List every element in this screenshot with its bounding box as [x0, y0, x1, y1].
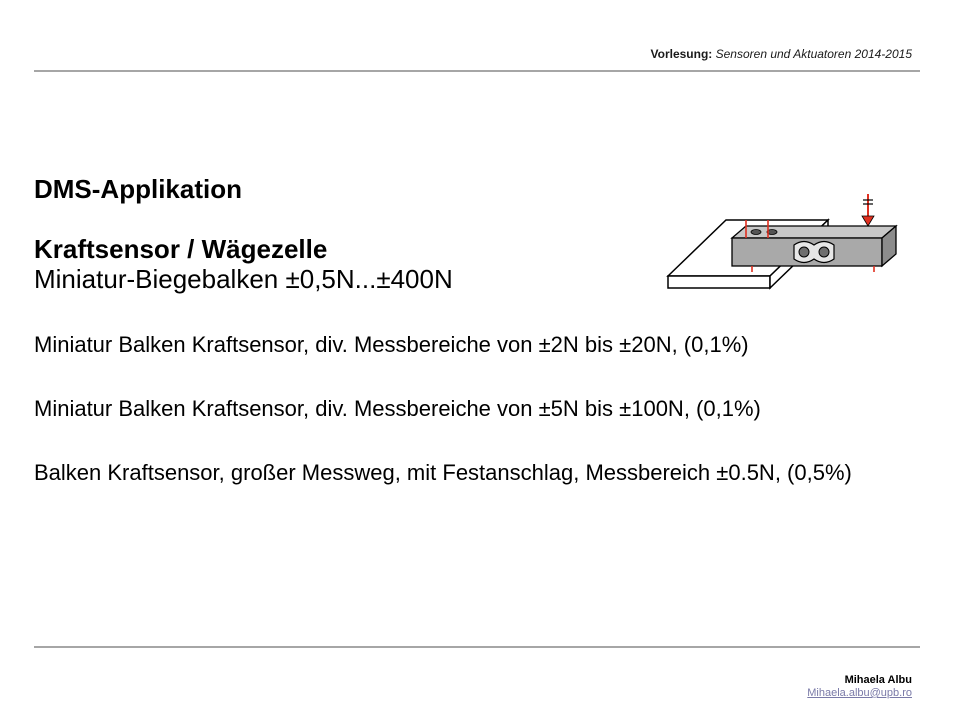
footer-divider [34, 646, 920, 648]
force-arrow-head [862, 216, 874, 226]
slide-title: DMS-Applikation [34, 174, 242, 204]
slide-subtitle: Kraftsensor / Wägezelle [34, 234, 328, 264]
slide-header [651, 47, 913, 61]
bending-beam-load-cell-illustration [664, 190, 904, 302]
measurement-range: Miniatur-Biegebalken ±0,5N...±400N [34, 264, 453, 294]
paragraph-3: Balken Kraftsensor, großer Messweg, mit Festanschlag, Messbereich ±0.5N, (0,5%) [34, 460, 852, 485]
header-divider [34, 70, 920, 72]
course-title: Sensoren und Aktuatoren 2014-2015 [715, 47, 912, 61]
slide-footer [807, 674, 912, 700]
screw-1 [751, 230, 761, 235]
cutout-hole-right [819, 247, 829, 257]
header-label: Vorlesung: [650, 47, 713, 61]
paragraph-2: Miniatur Balken Kraftsensor, div. Messbereiche von ±5N bis ±100N, (0,1%) [34, 396, 761, 421]
author-name: Mihaela Albu [844, 674, 912, 686]
base-plate-edge [668, 276, 770, 288]
author-email-link[interactable]: Mihaela.albu@upb.ro [807, 687, 912, 699]
cutout-hole-left [799, 247, 809, 257]
paragraph-1: Miniatur Balken Kraftsensor, div. Messbereiche von ±2N bis ±20N, (0,1%) [34, 332, 749, 357]
